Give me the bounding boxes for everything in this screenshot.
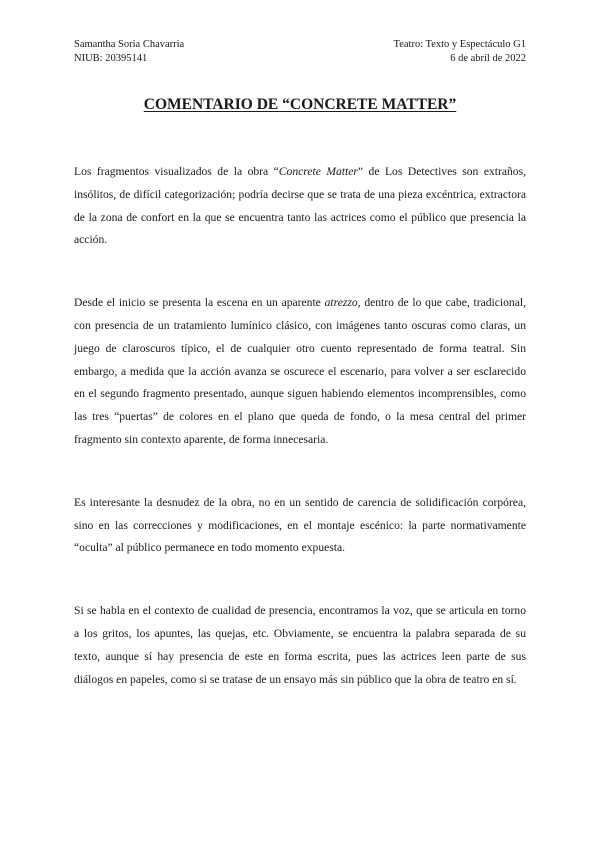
student-id: NIUB: 20395141 [74,53,148,64]
author-name: Samantha Soria Chavarria [74,39,185,50]
paragraph-2 [74,292,526,452]
document-date: 6 de abril de 2022 [450,53,526,64]
paragraph-1-text-a: Los fragmentos visualizados de la obra “ [74,165,279,178]
paragraph-1-text-c: ” de Los Detectives son extraños, insólitos, de difícil categorización; podría decirse que se trata de una pieza excéntrica, extractora de la zona de confort en la que se encuentra tanto las actrices como el público que presencia la acción. [74,165,526,247]
paragraph-2-text-c: , dentro de lo que cabe, tradicional, con presencia de un tratamiento lumínico clásico, con imágenes tanto oscuras como claras, un juego de claroscuros típico, el de cualquier otro cuento representado de forma teatral. Sin embargo, a medida que la acción avanza se oscurece el escenario, para volver a ser esclarecido en el segundo fragmento presentado, aunque siguen habiendo elementos incomprensibles, como las tres “puertas” de colores en el plano que queda de fondo, o la mesa central del primer fragmento sin contexto aparente, de forma innecesaria. [74,296,526,446]
work-title-italic: Concrete Matter [278,165,358,178]
paragraph-3: Es interesante la desnudez de la obra, no en un sentido de carencia de solidificación corpórea, sino en las correcciones y modificaciones, en el montaje escénico: la parte normativamente “oculta” al público permanece en todo momento expuesta. [74,495,526,555]
document-body [74,161,526,691]
paragraph-1 [74,161,526,252]
header-row-bottom [74,52,526,66]
paragraph-2-text-a: Desde el inicio se presenta la escena en un aparente [74,296,325,310]
paragraph-4: Si se habla en el contexto de cualidad de presencia, encontramos la voz, que se articula en torno a los gritos, los apuntes, las quejas, etc. Obviamente, se encuentra la palabra separada de su texto, aunque sí hay presencia de este en forma escrita, pues las actrices leen parte de sus diálogos en papeles, como si se tratase de un ensayo más sin público que la obra de teatro en sí. [74,604,526,686]
course-name: Teatro: Texto y Espectáculo G1 [393,39,526,50]
page-header [74,38,526,66]
document-title: COMENTARIO DE “CONCRETE MATTER” [143,96,457,113]
atrezzo-italic: atrezzo [324,296,358,310]
header-row-top [74,38,526,52]
